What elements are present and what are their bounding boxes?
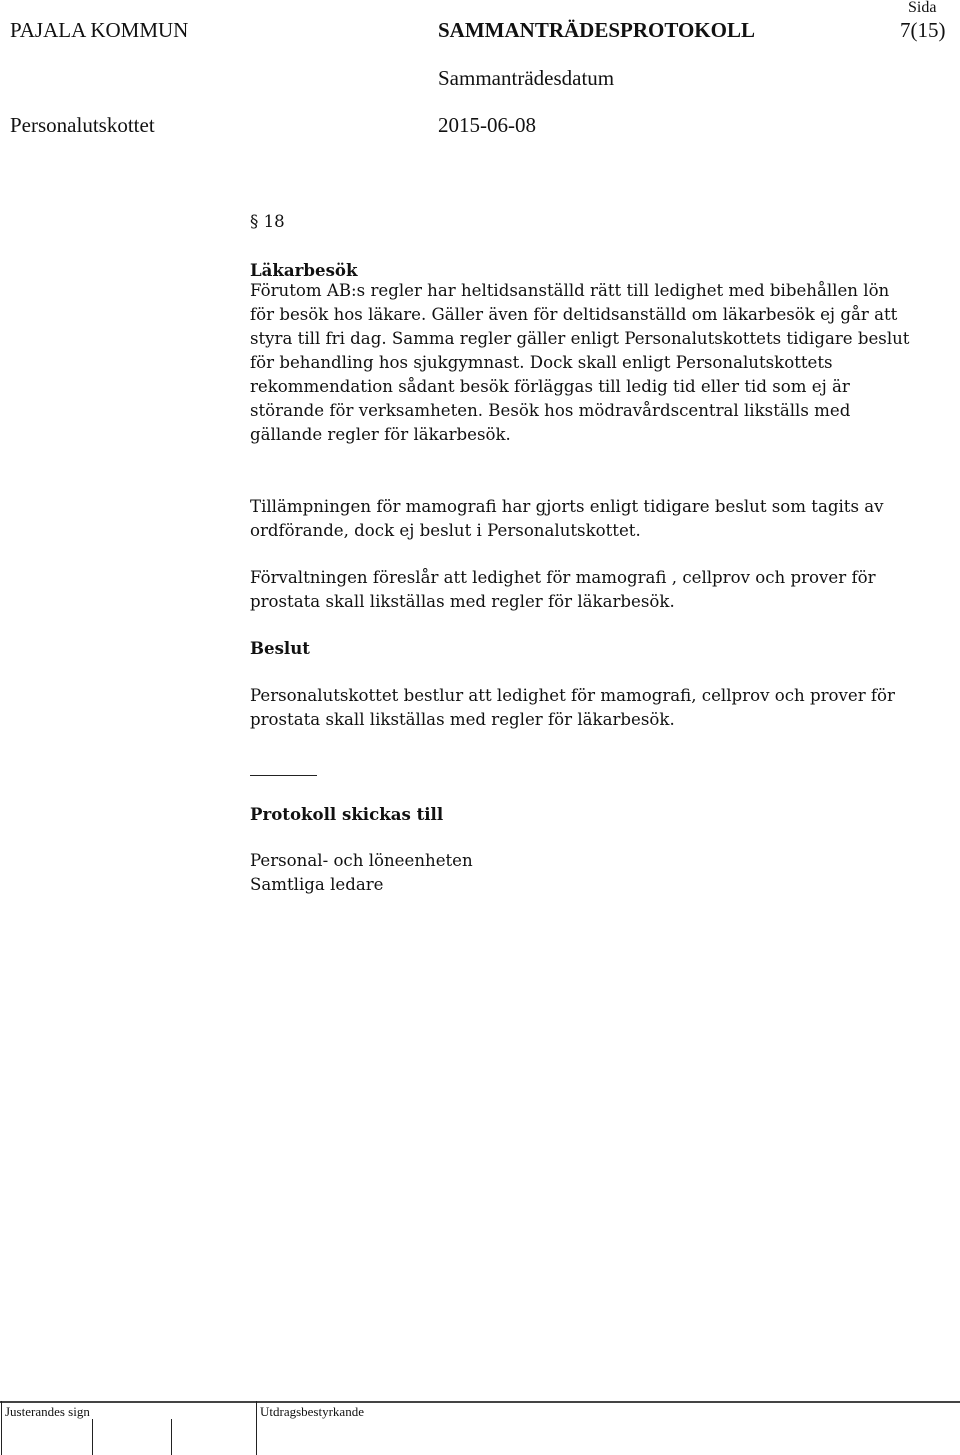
decision-heading: Beslut: [250, 638, 310, 658]
organization-name: PAJALA KOMMUN: [10, 18, 189, 42]
signature-box-divider: [92, 1419, 93, 1455]
section-number: § 18: [250, 212, 285, 231]
paragraph: Förvaltningen föreslår att ledighet för mamografi , cellprov och prover för prostata skall likställas med regler för läkarbesök.: [250, 568, 876, 611]
page-label: Sida: [908, 0, 937, 16]
paragraph: Tillämpningen för mamografi har gjorts enligt tidigare beslut som tagits av ordförande, dock ej beslut i Personalutskottet.: [250, 497, 884, 540]
distribution-list: [250, 849, 473, 897]
footer-border: [1, 1401, 2, 1455]
paragraph: Förutom AB:s regler har heltidsanställd rätt till ledighet med bibehållen lön för besök hos läkare. Gäller även för deltidsanställd om läkarbesök ej går att styra till fri dag. Samma regler gäller enligt Personalutskottets tidigare beslut för behandling hos sjukgymnast. Dock skall enligt Personalutskottets rekommendation sådant besök förläggas till ledig tid eller tid som ej är störande för verksamheten. Besök hos mödravårdscentral likställs med gällande regler för läkarbesök.: [250, 281, 910, 444]
decision-text: Personalutskottet bestlur att ledighet för mamografi, cellprov och prover för prostata skall likställas med regler för läkarbesök.: [250, 686, 895, 729]
list-item: Samtliga ledare: [250, 875, 384, 894]
signature-box-divider: [171, 1419, 172, 1455]
footer-column-divider: [256, 1401, 257, 1455]
distribution-heading: Protokoll skickas till: [250, 804, 444, 824]
document-type: SAMMANTRÄDESPROTOKOLL: [438, 18, 755, 42]
page-number: 7(15): [900, 18, 946, 42]
meeting-date: 2015-06-08: [438, 113, 536, 137]
divider: [250, 775, 317, 776]
section-title: Läkarbesök: [250, 260, 358, 280]
certification-label: Utdragsbestyrkande: [260, 1404, 364, 1419]
sign-label: Justerandes sign: [5, 1404, 90, 1419]
list-item: Personal- och löneenheten: [250, 851, 473, 870]
committee-name: Personalutskottet: [10, 113, 155, 137]
date-label: Sammanträdesdatum: [438, 66, 615, 90]
footer-rule: [0, 1401, 960, 1403]
